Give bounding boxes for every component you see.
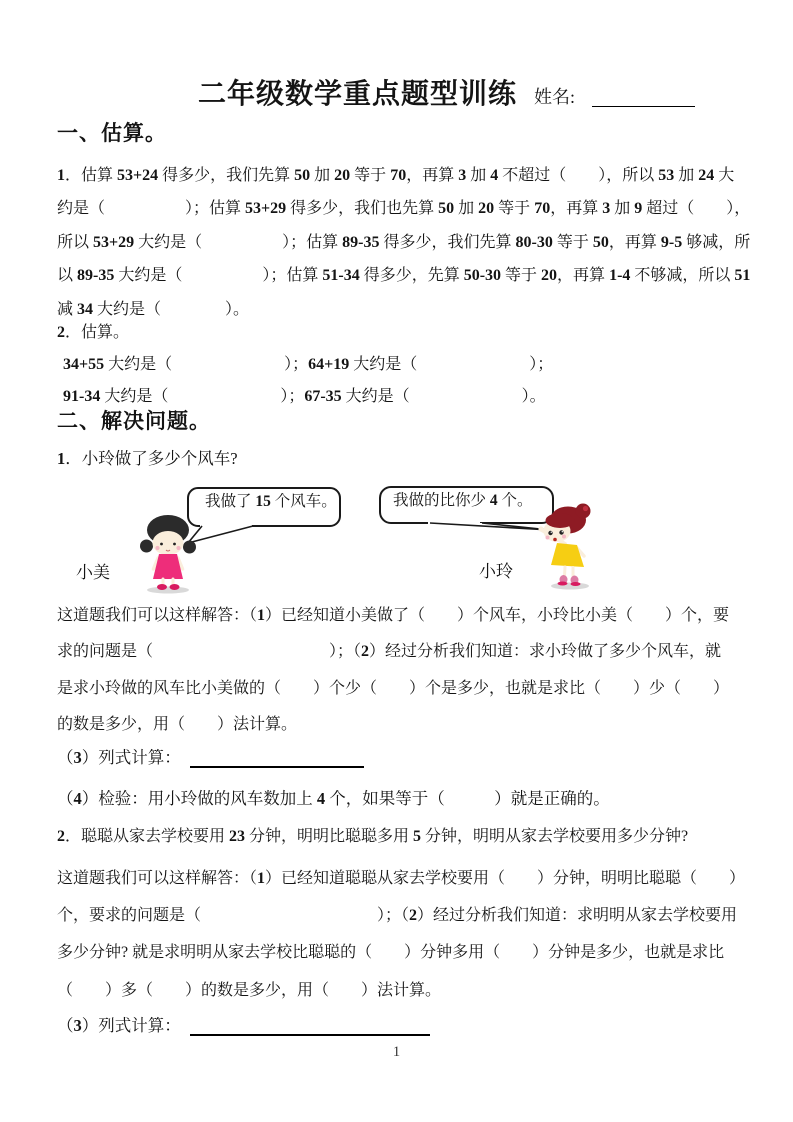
page-number: 1 [392,1044,401,1060]
answer-blank-line [190,752,364,768]
problem2-step3-row [57,1013,430,1039]
problem1-step3-row [57,745,364,771]
problem2-title: 2．聪聪从家去学校要用 23 分钟，明明比聪聪多用 5 分钟，明明从家去学校要用多少分钟? [57,828,689,845]
shoe [170,584,180,590]
blush [176,546,180,550]
estimation-question2-block [57,317,763,413]
girl-right-name-label: 小玲 [479,562,513,581]
answer-blank-line [190,1020,430,1036]
shoe [157,584,167,590]
hand [538,526,543,531]
problem1-step4-line [57,786,610,812]
eye-glint [562,531,563,532]
text-line: 多少分钟? 就是求明明从家去学校比聪聪的（ ）分钟多用（ ）分钟是多少，也就是求比 [57,944,725,962]
step3-label: （3）列式计算： [57,748,181,767]
girl-xiaoling-shadow [551,583,589,590]
girl-left-name-label: 小美 [76,563,110,582]
eye [559,530,563,534]
text-line: 是求小玲做的风车比小美做的（ ）个少（ ）个是多少，也就是求比（ ）少（ ） [57,679,730,697]
estimation-question1-paragraph [57,159,763,326]
illustration [0,478,793,602]
hair-bun [576,504,591,519]
text-line: 这道题我们可以这样解答：（1）已经知道小美做了（ ）个风车，小玲比小美（ ）个，要 [57,607,730,624]
boot-sole [558,582,568,586]
speech-bubble-left-tail-outline [188,526,253,543]
blush [155,546,159,550]
text-line: 这道题我们可以这样解答：（1）已经知道聪聪从家去学校要用（ ）分钟，明明比聪聪（ ） [57,870,746,887]
problem1-solution-paragraph [57,598,763,744]
hair-bun-highlight [583,506,588,511]
text-line: 求的问题是（ ）；（2）经过分析我们知道：求小玲做了多少个风车，就 [57,643,722,661]
text-line: （ ）多（ ）的数是多少，用（ ）法计算。 [57,981,442,999]
blush [546,536,550,540]
text-line: 所以 53+29 大约是（ ）；估算 89-35 得多少，我们先算 80-30 等于 50，再算 9-5 够减，所 [57,233,751,251]
section-heading-estimation: 一、估算。 [57,121,167,145]
eye-glint [551,532,552,533]
name-label: 姓名: [534,87,576,107]
leg [565,567,566,576]
name-blank-line [592,86,695,107]
pigtail-right [183,541,196,554]
girl-xiaoling-dress [551,543,584,567]
girl-xiaoling-bangs [546,513,575,528]
blush [562,535,566,539]
eye [548,531,552,535]
text-line: 约是（ ）；估算 53+29 得多少，我们也先算 50 加 20 等于 70，再算 3 加 9 超过（ ）， [57,200,751,218]
text-line: 34+55 大约是（ ）；64+19 大约是（ ）； [63,356,554,373]
speech-bubble-left-text: 我做了 15 个风车。 [205,493,337,510]
boot-sole [571,582,581,586]
section-heading-problem-solving: 二、解决问题。 [57,409,211,433]
pigtail-left [140,540,153,553]
text-line: 以 89-35 大约是（ ）；估算 51-34 得多少，先算 50-30 等于 20，再算 1-4 不够减，所以 51 [57,267,751,285]
step3-label: （3）列式计算： [57,1016,181,1035]
question-number-label: 2．估算。 [57,324,130,341]
page-title: 二年级数学重点题型训练 [198,78,518,109]
eye [160,543,163,546]
text-line: 的数是多少，用（ ）法计算。 [57,716,298,734]
problem2-solution-paragraph [57,860,763,1009]
speech-bubble-right-tail-outline [430,523,550,530]
problem1-title: 1．小玲做了多少个风车? [57,449,238,468]
girl-xiaomei-shadow [147,587,189,594]
girl-xiaomei-figure [140,515,196,594]
eye [173,543,176,546]
speech-bubble-right-text: 我做的比你少 4 个。 [393,492,533,509]
mouth [553,538,557,542]
text-line: 91-34 大约是（ ）；67-35 大约是（ ）。 [63,388,546,405]
step4-text: （4）检验：用小玲做的风车数加上 4 个，如果等于（ ）就是正确的。 [57,789,610,808]
text-line: 个，要求的问题是（ ）；（2）经过分析我们知道：求明明从家去学校要用 [57,907,738,925]
text-line: 减 34 大约是（ ）。 [57,300,250,318]
text-line: 1．估算 53+24 得多少，我们先算 50 加 20 等于 70，再算 3 加 4 不超过（ ），所以 53 加 24 大 [57,167,735,184]
